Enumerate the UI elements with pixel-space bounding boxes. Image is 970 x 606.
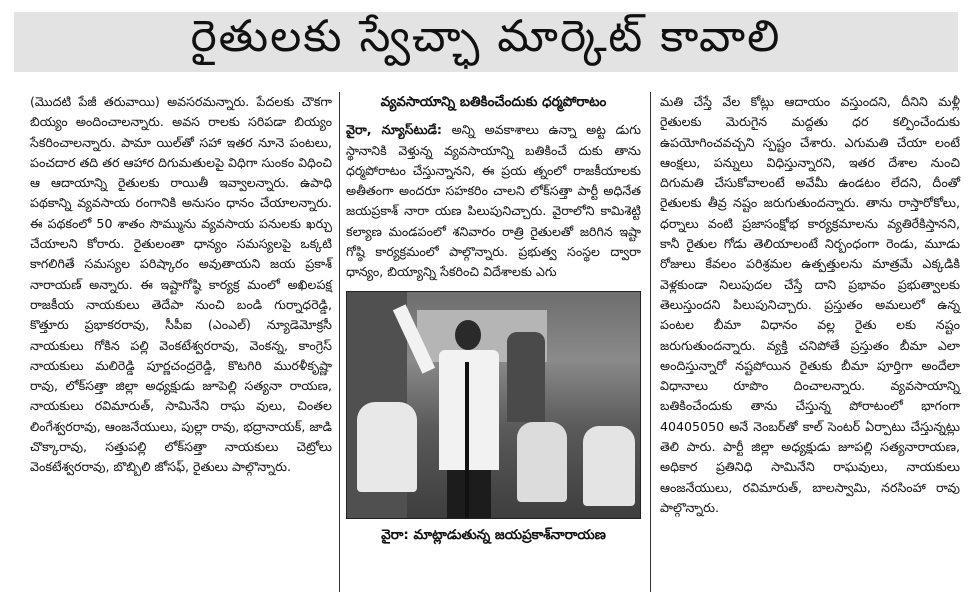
column2-body-text: అన్ని అవకాశాలు ఉన్నా అట్ట డుగు స్థానానికి వెళ్తున్న వ్యవసాయాన్ని బతికించే దుకు తాను ధర్మపోరాటం చేస్తున్నానని, ఈ ప్రయ త్నంలో రాజకీయాలకు అతీతంగా అందరూ సహకరిం చాలని లోక్‌సత్తా పార్టీ అధినేత జయప్రకాశ్ నారా యణ పిలుపునిచ్చారు. వైరాలోని కామిశెట్టి కల్యాణ మండపంలో శనివారం రాత్రి రైతులతో జరిగిన ఇష్టా గోష్ఠి కార్యక్రమంలో పాల్గొన్నారు. ప్రభుత్వ సంస్థల ద్వారా ధాన్యం, బియ్యాన్ని సేకరించి విదేశాలకు ఎగు (346, 122, 641, 280)
column2-body (346, 120, 641, 282)
microphone-stand (465, 362, 469, 518)
article-column-1 (30, 92, 332, 478)
photo-speaker-legs (447, 470, 491, 518)
photo-standing-man (507, 332, 545, 422)
photo-seated-man-right (583, 426, 635, 506)
photo-seated-man-middle (517, 422, 567, 502)
column-divider (650, 92, 651, 592)
column3-body: మతి చేస్తే వేల కోట్లు ఆదాయం వస్తుందని, దీనిని మళ్లీ రైతులకు మెరుగైన మద్దతు ధర కల్పించేందుకు ఉపయోగించవచ్చని స్పష్టం చేశారు. ఎగుమతి చేయా లంటే ఆంక్షలు, పన్నులు విధిస్తున్నారని, ఇతర దేశాల నుంచి దిగుమతి చేసుకోవాలంటే అవేమీ ఉండటం లేదని, దీంతో రైతులకు తీవ్ర నష్టం జరుగుతుందన్నారు. తాను రాస్తారోకోలు, ధర్నాలు వంటి ప్రజాసంక్షోభ కార్యక్రమాలను వ్యతిరేకిస్తానని, కానీ రైతుల గోడు తెలియాలంటే నిర్బంధంగా రెండు, మూడు రోజులు కేవలం పరిశ్రమల ఉత్పత్తులను మాత్రమే ఎక్కడికి వెళ్లకుండా నిలుపుదల చేస్తే దాని ప్రభావం ప్రభుత్వాలకు తెలుస్తుందని పిలుపునిచ్చారు. ప్రస్తుతం అమలులో ఉన్న పంటల బీమా విధానం వల్ల రైతు లకు నష్టం జరుగుతుందన్నారు. వ్యక్తి చనిపోతే ప్రస్తుతం బీమా ఎలా అందిస్తున్నారో నష్టపోయిన రైతుకు బీమా పూర్తిగా అందేలా విధానాలు రూపొం దించాలన్నారు. వ్యవసాయాన్ని బతికించేందుకు తాను చేస్తున్న పోరాటంలో భాగంగా 40405050 అనే నెంబర్‌తో కాల్ సెంటర్ ఏర్పాటు చేస్తున్నట్లు తెలి పారు. పార్టీ జిల్లా అధ్యక్షుడు జూపల్లి సత్యనారాయణ, అధికార ప్రతినిధి సామినేని రాఘవులు, నాయకులు ఆంజనేయులు, రవిమారుత్, బాలస్వామి, నరసింహా రావు పాల్గొన్నారు. (660, 94, 960, 515)
article-column-2 (346, 92, 641, 545)
photo-seated-man-left (357, 402, 417, 492)
photo-caption: వైరా: మాట్లాడుతున్న జయప్రకాశ్‌నారాయణ (381, 526, 606, 543)
headline-banner (14, 12, 958, 72)
photo-speaker (439, 350, 499, 470)
column-divider (339, 92, 340, 592)
column1-body: (మొదటి పేజీ తరువాయి) అవసరమన్నారు. పేదలకు చౌకగా బియ్యం అందించాలన్నారు. అవస రాలకు సరిపడా బియ్యం సేకరించాలన్నారు. పామా యిల్‌తో సహా ఇతర నూనె పంటలు, పంచదార తది తర ఆహార దిగుమతులపై విధిగా సుంకం విధించి ఆ ఆదాయాన్ని రైతులకు రాయితీ ఇవ్వాలన్నారు. ఉపాధి పథకాన్ని వ్యవసాయ రంగానికి అనుసం ధానం చేయాలన్నారు. ఈ పథకంలో 50 శాతం సొమ్మును వ్యవసాయ పనులకు ఖర్చు చేయాలని కోరారు. రైతులంతా ధాన్యం సమస్యలపై ఒక్కటి కాగలిగితే సమస్యల పరిష్కారం అవుతాయని జయ ప్రకాశ్ నారాయణ్ అన్నారు. ఈ ఇష్టాగోష్ఠి కార్యక్ర మంలో అఖిలపక్ష రాజకీయ నాయకులు తెదేపా నుంచి బండి గుర్నాధరెడ్డి, కొత్తూరు ప్రభాకరరావు, సీపీఐ (ఎంఎల్) న్యూడెమోక్రసీ నాయకులు గోకిన పల్లి వెంకటేశ్వరరావు, వెంకన్న, కాంగ్రెస్ నాయకులు మలిరెడ్డి పూర్ణచంద్రరెడ్డి, కొటగిరి మురళీకృష్ణా రావు, లోక్‌సత్తా జిల్లా అధ్యక్షుడు జూపెల్లి సత్యనా రాయణ, నాయకులు రవిమారుత్, సామినేని రాఘ వులు, చింతల లింగేశ్వరరావు, ఆంజనేయులు, పుల్లా రావు, భద్రానాయక్, జాడి చొక్కారావు, సత్తుపల్లి లోక్‌సత్తా నాయకులు చెట్రోలు వెంకటేశ్వరరావు, బొబ్బిలి జోసఫ్, రైతులు పాల్గొన్నారు. (30, 94, 332, 475)
news-photo (346, 291, 641, 519)
article-column-3 (660, 92, 960, 518)
dateline: వైరా, న్యూస్‌టుడే: (346, 122, 442, 138)
article-subheading: వ్యవసాయాన్ని బతికించేందుకు ధర్మపోరాటం (380, 94, 607, 110)
photo-speaker-head (455, 320, 481, 350)
headline: రైతులకు స్వేచ్ఛా మార్కెట్ కావాలి (190, 11, 782, 62)
